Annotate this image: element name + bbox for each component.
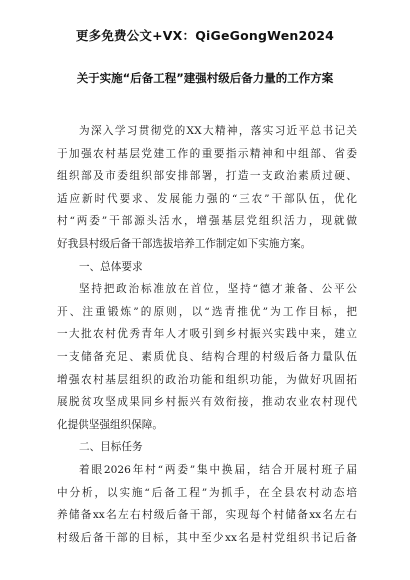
paragraph-line: 开、注重锻炼”的原则，以“选青推优”为工作目标，把 <box>57 305 357 318</box>
paragraph-line: 一支储备充足、素质优良、结构合理的村级后备力量队伍 <box>57 350 357 363</box>
paragraph-line: 好我县村级后备干部选拔培养工作制定如下实施方案。 <box>57 237 312 250</box>
paragraph-line: 增强农村基层组织的政治功能和组织功能，为做好巩固拓 <box>57 373 357 386</box>
paragraph-line: 中分析，以实施“后备工程”为抓手，在全县农村动态培 <box>57 486 357 499</box>
paragraph-line: 村级后备干部的目标，其中至少xx名是村党组织书记后备 <box>57 531 357 544</box>
paragraph-line: 村“两委”干部源头活水，增强基层党组织活力，现就做 <box>57 215 357 228</box>
paragraph-line: 于加强农村基层党建工作的重要指示精神和中组部、省委 <box>57 147 357 160</box>
paragraph-line: 着眼2026年村“两委”集中换届，结合开展村班子届 <box>79 463 357 476</box>
paragraph-line: 化提供坚强组织保障。 <box>57 418 163 431</box>
section-heading: 一、总体要求 <box>79 260 143 273</box>
paragraph-line: 展脱贫攻坚成果同乡村振兴有效衔接，推动农业农村现代 <box>57 396 357 409</box>
paragraph-line: 一大批农村优秀青年人才吸引到乡村振兴实践中来，建立 <box>57 328 357 341</box>
paragraph-line: 为深入学习贯彻党的XX大精神，落实习近平总书记关 <box>79 125 357 137</box>
paragraph-line: 坚持把政治标准放在首位，坚持“德才兼备、公平公 <box>79 283 357 296</box>
paragraph-line: 适应新时代要求、发展能力强的“三农”干部队伍，优化 <box>57 192 357 205</box>
document-body <box>57 120 357 549</box>
paragraph-line: 组织部及市委组织部安排部署，打造一支政治素质过硬、 <box>57 170 357 183</box>
document-title: 关于实施“后备工程”建强村级后备力量的工作方案 <box>76 71 334 85</box>
promo-header: 更多免费公文+VX：QiGeGongWen2024 <box>75 28 335 43</box>
paragraph-line: 养储备xx名左右村级后备干部，实现每个村储备xx名左右 <box>57 509 357 522</box>
section-heading: 二、目标任务 <box>79 441 143 454</box>
